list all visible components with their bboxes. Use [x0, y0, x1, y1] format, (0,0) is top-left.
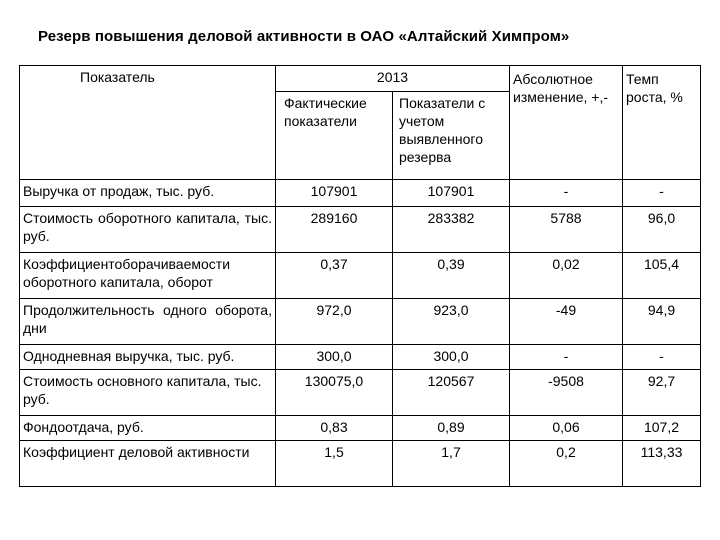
- row-label: Стоимость оборотного капитала, тыс. руб.: [20, 207, 276, 253]
- cell-abs-change: 5788: [510, 207, 623, 253]
- cell-actual: 289160: [276, 207, 393, 253]
- cell-growth-rate: 94,9: [623, 299, 701, 345]
- cell-abs-change: 0,06: [510, 416, 623, 441]
- cell-abs-change: 0,2: [510, 441, 623, 487]
- table-row: [20, 345, 701, 370]
- cell-actual: 130075,0: [276, 370, 393, 416]
- cell-actual: 0,83: [276, 416, 393, 441]
- row-label: Однодневная выручка, тыс. руб.: [20, 345, 276, 370]
- cell-actual: 972,0: [276, 299, 393, 345]
- cell-reserve: 0,89: [393, 416, 510, 441]
- cell-abs-change: -: [510, 345, 623, 370]
- cell-abs-change: -49: [510, 299, 623, 345]
- cell-reserve: 120567: [393, 370, 510, 416]
- cell-growth-rate: 96,0: [623, 207, 701, 253]
- cell-growth-rate: 92,7: [623, 370, 701, 416]
- cell-reserve: 300,0: [393, 345, 510, 370]
- header-actual: Фактические показатели: [276, 92, 393, 180]
- row-label: Коэффициентоборачиваемости оборотного капитала, оборот: [20, 253, 276, 299]
- header-growth-rate: Темп роста, %: [623, 66, 701, 180]
- cell-actual: 1,5: [276, 441, 393, 487]
- row-label: Коэффициент деловой активности: [20, 441, 276, 487]
- cell-abs-change: 0,02: [510, 253, 623, 299]
- cell-reserve: 283382: [393, 207, 510, 253]
- cell-growth-rate: 105,4: [623, 253, 701, 299]
- table-row: [20, 299, 701, 345]
- header-indicator: Показатель: [20, 66, 276, 180]
- cell-growth-rate: 107,2: [623, 416, 701, 441]
- header-with-reserve: Показатели с учетом выявленного резерва: [393, 92, 510, 180]
- row-label: Продолжительность одного оборота, дни: [20, 299, 276, 345]
- header-year: 2013: [276, 66, 510, 92]
- header-row-1: [20, 66, 701, 92]
- header-abs-change: Абсолютное изменение, +,-: [510, 66, 623, 180]
- cell-growth-rate: 113,33: [623, 441, 701, 487]
- cell-growth-rate: -: [623, 345, 701, 370]
- table-body: [20, 180, 701, 487]
- cell-growth-rate: -: [623, 180, 701, 207]
- document-title: Резерв повышения деловой активности в ОАО «Алтайский Химпром»: [38, 28, 570, 45]
- row-label: Стоимость основного капитала, тыс. руб.: [20, 370, 276, 416]
- table-row: [20, 370, 701, 416]
- table-row: [20, 253, 701, 299]
- table-row: [20, 207, 701, 253]
- cell-reserve: 1,7: [393, 441, 510, 487]
- table-row: [20, 441, 701, 487]
- cell-reserve: 107901: [393, 180, 510, 207]
- table-row: [20, 180, 701, 207]
- cell-reserve: 923,0: [393, 299, 510, 345]
- row-label: Выручка от продаж, тыс. руб.: [20, 180, 276, 207]
- cell-actual: 0,37: [276, 253, 393, 299]
- cell-actual: 107901: [276, 180, 393, 207]
- cell-reserve: 0,39: [393, 253, 510, 299]
- row-label: Фондоотдача, руб.: [20, 416, 276, 441]
- cell-actual: 300,0: [276, 345, 393, 370]
- cell-abs-change: -: [510, 180, 623, 207]
- table-row: [20, 416, 701, 441]
- cell-abs-change: -9508: [510, 370, 623, 416]
- reserve-table: [19, 65, 701, 487]
